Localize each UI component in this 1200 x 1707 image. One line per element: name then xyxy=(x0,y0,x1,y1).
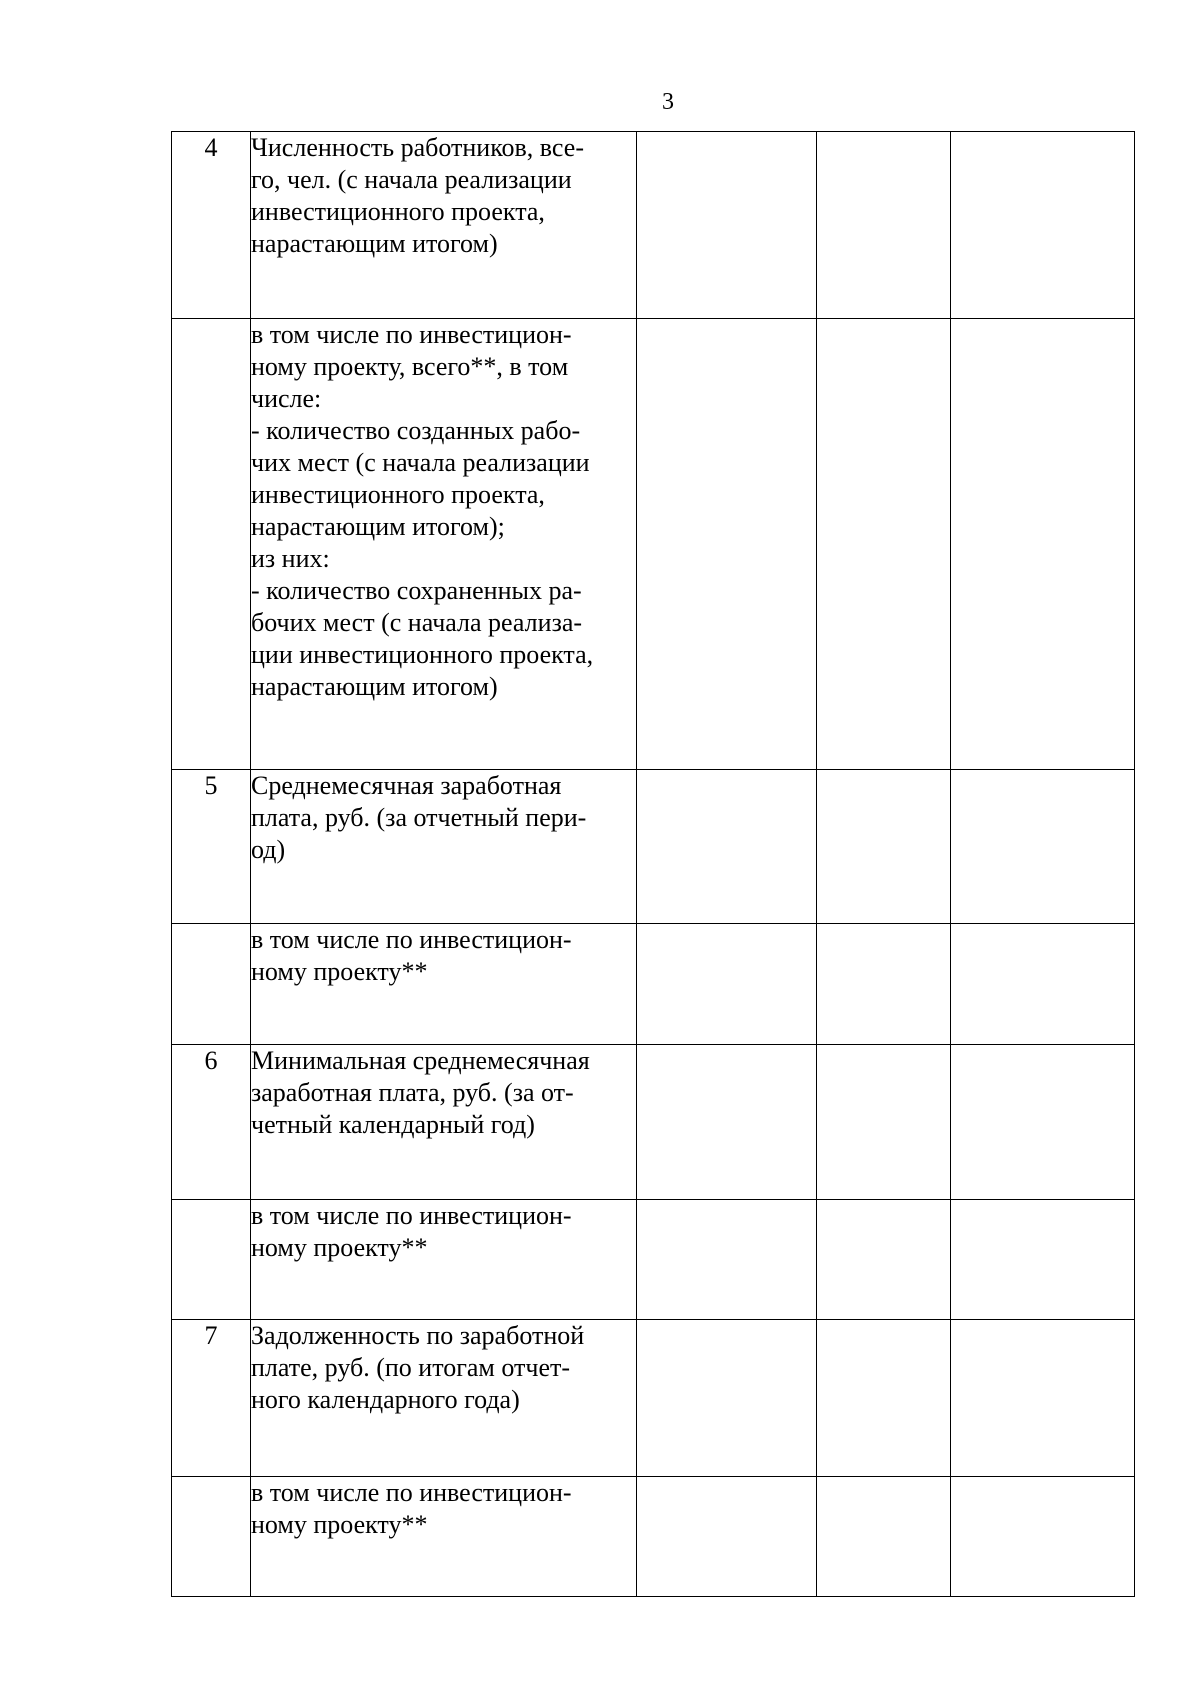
value-cell xyxy=(637,770,817,924)
indicator-description: Численность работников, все- го, чел. (с начала реализации инвестиционного проекта, нарастающим итогом) xyxy=(251,132,637,319)
value-cell xyxy=(951,1477,1135,1597)
value-cell xyxy=(817,132,951,319)
row-number: 4 xyxy=(172,132,251,319)
value-cell xyxy=(817,319,951,770)
table-row xyxy=(172,1045,1135,1200)
value-cell xyxy=(817,1045,951,1200)
value-cell xyxy=(637,1320,817,1477)
value-cell xyxy=(637,924,817,1045)
indicator-description: в том числе по инвестицион- ному проекту** xyxy=(251,924,637,1045)
value-cell xyxy=(951,319,1135,770)
table-row xyxy=(172,132,1135,319)
table-row xyxy=(172,1200,1135,1320)
value-cell xyxy=(817,1200,951,1320)
indicators-table xyxy=(171,131,1135,1597)
value-cell xyxy=(637,132,817,319)
value-cell xyxy=(637,319,817,770)
value-cell xyxy=(951,770,1135,924)
row-number: 6 xyxy=(172,1045,251,1200)
row-number: 7 xyxy=(172,1320,251,1477)
value-cell xyxy=(637,1477,817,1597)
value-cell xyxy=(951,924,1135,1045)
value-cell xyxy=(817,1320,951,1477)
page-number: 3 xyxy=(662,89,674,115)
indicator-description: в том числе по инвестицион- ному проекту, всего**, в том числе: - количество созданных рабо- чих мест (с начала реализации инвестиционного проекта, нарастающим итогом); из них: - количество сохраненных ра- бочих мест (с начала реализа- ции инвестиционного проекта, нарастающим итогом) xyxy=(251,319,637,770)
indicator-description: Минимальная среднемесячная заработная плата, руб. (за от- четный календарный год) xyxy=(251,1045,637,1200)
indicator-description: Среднемесячная заработная плата, руб. (за отчетный пери- од) xyxy=(251,770,637,924)
indicator-description: Задолженность по заработной плате, руб. (по итогам отчет- ного календарного года) xyxy=(251,1320,637,1477)
value-cell xyxy=(951,1200,1135,1320)
table-row xyxy=(172,1320,1135,1477)
row-number xyxy=(172,1477,251,1597)
value-cell xyxy=(637,1045,817,1200)
value-cell xyxy=(951,1045,1135,1200)
value-cell xyxy=(951,132,1135,319)
table-row xyxy=(172,1477,1135,1597)
indicator-description: в том числе по инвестицион- ному проекту** xyxy=(251,1477,637,1597)
value-cell xyxy=(951,1320,1135,1477)
row-number xyxy=(172,924,251,1045)
value-cell xyxy=(817,1477,951,1597)
row-number xyxy=(172,319,251,770)
indicator-description: в том числе по инвестицион- ному проекту** xyxy=(251,1200,637,1320)
table-row xyxy=(172,924,1135,1045)
value-cell xyxy=(817,770,951,924)
table-row xyxy=(172,319,1135,770)
table-row xyxy=(172,770,1135,924)
row-number xyxy=(172,1200,251,1320)
value-cell xyxy=(637,1200,817,1320)
row-number: 5 xyxy=(172,770,251,924)
value-cell xyxy=(817,924,951,1045)
